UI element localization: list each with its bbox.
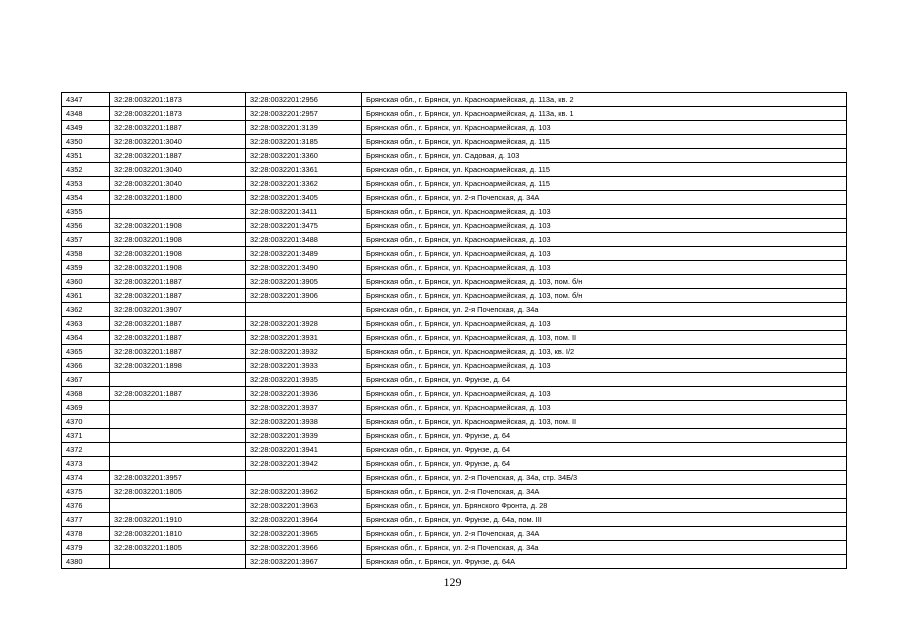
address-cell: Брянская обл., г. Брянск, ул. Красноармейская, д. 115 bbox=[362, 163, 847, 177]
table-row bbox=[62, 121, 847, 135]
object-cadastral-number-cell: 32:28:0032201:3488 bbox=[246, 233, 362, 247]
table-row bbox=[62, 373, 847, 387]
table-row bbox=[62, 107, 847, 121]
row-number-cell: 4370 bbox=[62, 415, 110, 429]
object-cadastral-number-cell: 32:28:0032201:3962 bbox=[246, 485, 362, 499]
row-number-cell: 4366 bbox=[62, 359, 110, 373]
object-cadastral-number-cell bbox=[246, 303, 362, 317]
object-cadastral-number-cell: 32:28:0032201:3490 bbox=[246, 261, 362, 275]
table-row bbox=[62, 219, 847, 233]
table-row bbox=[62, 317, 847, 331]
row-number-cell: 4352 bbox=[62, 163, 110, 177]
object-cadastral-number-cell: 32:28:0032201:3489 bbox=[246, 247, 362, 261]
table-row bbox=[62, 429, 847, 443]
row-number-cell: 4365 bbox=[62, 345, 110, 359]
address-cell: Брянская обл., г. Брянск, ул. Красноармейская, д. 103 bbox=[362, 247, 847, 261]
parcel-cadastral-number-cell bbox=[110, 415, 246, 429]
address-cell: Брянская обл., г. Брянск, ул. Красноармейская, д. 103, пом. б/н bbox=[362, 289, 847, 303]
address-cell: Брянская обл., г. Брянск, ул. Садовая, д. 103 bbox=[362, 149, 847, 163]
address-cell: Брянская обл., г. Брянск, ул. 2-я Почепская, д. 34а, стр. 34Б/3 bbox=[362, 471, 847, 485]
object-cadastral-number-cell: 32:28:0032201:3411 bbox=[246, 205, 362, 219]
parcel-cadastral-number-cell: 32:28:0032201:3907 bbox=[110, 303, 246, 317]
table-row bbox=[62, 261, 847, 275]
address-cell: Брянская обл., г. Брянск, ул. Красноармейская, д. 113а, кв. 2 bbox=[362, 93, 847, 107]
object-cadastral-number-cell: 32:28:0032201:3936 bbox=[246, 387, 362, 401]
parcel-cadastral-number-cell: 32:28:0032201:1887 bbox=[110, 317, 246, 331]
address-cell: Брянская обл., г. Брянск, ул. Красноармейская, д. 103 bbox=[362, 121, 847, 135]
object-cadastral-number-cell: 32:28:0032201:3905 bbox=[246, 275, 362, 289]
row-number-cell: 4360 bbox=[62, 275, 110, 289]
parcel-cadastral-number-cell bbox=[110, 373, 246, 387]
parcel-cadastral-number-cell: 32:28:0032201:1887 bbox=[110, 345, 246, 359]
address-cell: Брянская обл., г. Брянск, ул. Красноармейская, д. 103 bbox=[362, 219, 847, 233]
table-row bbox=[62, 93, 847, 107]
object-cadastral-number-cell: 32:28:0032201:3931 bbox=[246, 331, 362, 345]
object-cadastral-number-cell: 32:28:0032201:3964 bbox=[246, 513, 362, 527]
object-cadastral-number-cell: 32:28:0032201:3938 bbox=[246, 415, 362, 429]
row-number-cell: 4350 bbox=[62, 135, 110, 149]
parcel-cadastral-number-cell: 32:28:0032201:1887 bbox=[110, 149, 246, 163]
table-row bbox=[62, 555, 847, 569]
table-row bbox=[62, 457, 847, 471]
table-row bbox=[62, 289, 847, 303]
table-row bbox=[62, 247, 847, 261]
table-row bbox=[62, 513, 847, 527]
address-cell: Брянская обл., г. Брянск, ул. Красноармейская, д. 103 bbox=[362, 233, 847, 247]
table-row bbox=[62, 415, 847, 429]
object-cadastral-number-cell: 32:28:0032201:3933 bbox=[246, 359, 362, 373]
object-cadastral-number-cell: 32:28:0032201:2956 bbox=[246, 93, 362, 107]
object-cadastral-number-cell: 32:28:0032201:3928 bbox=[246, 317, 362, 331]
object-cadastral-number-cell: 32:28:0032201:3185 bbox=[246, 135, 362, 149]
address-cell: Брянская обл., г. Брянск, ул. 2-я Почепская, д. 34А bbox=[362, 527, 847, 541]
table-row bbox=[62, 303, 847, 317]
row-number-cell: 4363 bbox=[62, 317, 110, 331]
parcel-cadastral-number-cell: 32:28:0032201:3040 bbox=[110, 163, 246, 177]
row-number-cell: 4357 bbox=[62, 233, 110, 247]
row-number-cell: 4374 bbox=[62, 471, 110, 485]
row-number-cell: 4356 bbox=[62, 219, 110, 233]
address-cell: Брянская обл., г. Брянск, ул. 2-я Почепская, д. 34А bbox=[362, 191, 847, 205]
address-cell: Брянская обл., г. Брянск, ул. Красноармейская, д. 103 bbox=[362, 387, 847, 401]
object-cadastral-number-cell: 32:28:0032201:3475 bbox=[246, 219, 362, 233]
row-number-cell: 4372 bbox=[62, 443, 110, 457]
parcel-cadastral-number-cell: 32:28:0032201:3040 bbox=[110, 135, 246, 149]
table-row bbox=[62, 205, 847, 219]
object-cadastral-number-cell: 32:28:0032201:3937 bbox=[246, 401, 362, 415]
address-cell: Брянская обл., г. Брянск, ул. Красноармейская, д. 103, пом. II bbox=[362, 415, 847, 429]
address-cell: Брянская обл., г. Брянск, ул. Красноармейская, д. 103, кв. I/2 bbox=[362, 345, 847, 359]
parcel-cadastral-number-cell: 32:28:0032201:1908 bbox=[110, 247, 246, 261]
address-cell: Брянская обл., г. Брянск, ул. 2-я Почепская, д. 34А bbox=[362, 485, 847, 499]
table-row bbox=[62, 331, 847, 345]
parcel-cadastral-number-cell: 32:28:0032201:1898 bbox=[110, 359, 246, 373]
parcel-cadastral-number-cell: 32:28:0032201:1908 bbox=[110, 261, 246, 275]
row-number-cell: 4380 bbox=[62, 555, 110, 569]
address-cell: Брянская обл., г. Брянск, ул. Брянского Фронта, д. 28 bbox=[362, 499, 847, 513]
table-row bbox=[62, 149, 847, 163]
parcel-cadastral-number-cell bbox=[110, 457, 246, 471]
object-cadastral-number-cell: 32:28:0032201:3360 bbox=[246, 149, 362, 163]
address-cell: Брянская обл., г. Брянск, ул. Красноармейская, д. 103 bbox=[362, 317, 847, 331]
address-cell: Брянская обл., г. Брянск, ул. Красноармейская, д. 103 bbox=[362, 359, 847, 373]
parcel-cadastral-number-cell: 32:28:0032201:1810 bbox=[110, 527, 246, 541]
parcel-cadastral-number-cell: 32:28:0032201:1873 bbox=[110, 107, 246, 121]
row-number-cell: 4353 bbox=[62, 177, 110, 191]
object-cadastral-number-cell: 32:28:0032201:3932 bbox=[246, 345, 362, 359]
table-row bbox=[62, 191, 847, 205]
parcel-cadastral-number-cell: 32:28:0032201:1873 bbox=[110, 93, 246, 107]
parcel-cadastral-number-cell: 32:28:0032201:3957 bbox=[110, 471, 246, 485]
address-cell: Брянская обл., г. Брянск, ул. Фрунзе, д. 64 bbox=[362, 429, 847, 443]
address-cell: Брянская обл., г. Брянск, ул. Фрунзе, д. 64а, пом. III bbox=[362, 513, 847, 527]
address-cell: Брянская обл., г. Брянск, ул. Красноармейская, д. 103, пом. б/н bbox=[362, 275, 847, 289]
row-number-cell: 4358 bbox=[62, 247, 110, 261]
page-number: 129 bbox=[443, 575, 462, 589]
row-number-cell: 4367 bbox=[62, 373, 110, 387]
row-number-cell: 4378 bbox=[62, 527, 110, 541]
table-row bbox=[62, 275, 847, 289]
parcel-cadastral-number-cell bbox=[110, 205, 246, 219]
table-row bbox=[62, 485, 847, 499]
address-cell: Брянская обл., г. Брянск, ул. Красноармейская, д. 115 bbox=[362, 135, 847, 149]
row-number-cell: 4355 bbox=[62, 205, 110, 219]
parcel-cadastral-number-cell bbox=[110, 499, 246, 513]
row-number-cell: 4361 bbox=[62, 289, 110, 303]
table-row bbox=[62, 387, 847, 401]
object-cadastral-number-cell: 32:28:0032201:3967 bbox=[246, 555, 362, 569]
row-number-cell: 4347 bbox=[62, 93, 110, 107]
parcel-cadastral-number-cell: 32:28:0032201:1908 bbox=[110, 219, 246, 233]
address-cell: Брянская обл., г. Брянск, ул. Фрунзе, д. 64 bbox=[362, 443, 847, 457]
object-cadastral-number-cell: 32:28:0032201:3939 bbox=[246, 429, 362, 443]
address-cell: Брянская обл., г. Брянск, ул. Красноармейская, д. 103, пом. II bbox=[362, 331, 847, 345]
object-cadastral-number-cell: 32:28:0032201:2957 bbox=[246, 107, 362, 121]
address-cell: Брянская обл., г. Брянск, ул. Красноармейская, д. 103 bbox=[362, 401, 847, 415]
row-number-cell: 4364 bbox=[62, 331, 110, 345]
table-row bbox=[62, 443, 847, 457]
row-number-cell: 4348 bbox=[62, 107, 110, 121]
object-cadastral-number-cell: 32:28:0032201:3906 bbox=[246, 289, 362, 303]
object-cadastral-number-cell: 32:28:0032201:3966 bbox=[246, 541, 362, 555]
table-row bbox=[62, 527, 847, 541]
table-row bbox=[62, 541, 847, 555]
table-row bbox=[62, 163, 847, 177]
parcel-cadastral-number-cell: 32:28:0032201:3040 bbox=[110, 177, 246, 191]
object-cadastral-number-cell: 32:28:0032201:3942 bbox=[246, 457, 362, 471]
parcel-cadastral-number-cell: 32:28:0032201:1887 bbox=[110, 121, 246, 135]
object-cadastral-number-cell: 32:28:0032201:3963 bbox=[246, 499, 362, 513]
address-cell: Брянская обл., г. Брянск, ул. Красноармейская, д. 115 bbox=[362, 177, 847, 191]
parcel-cadastral-number-cell bbox=[110, 401, 246, 415]
object-cadastral-number-cell: 32:28:0032201:3139 bbox=[246, 121, 362, 135]
address-cell: Брянская обл., г. Брянск, ул. Красноармейская, д. 113а, кв. 1 bbox=[362, 107, 847, 121]
parcel-cadastral-number-cell: 32:28:0032201:1805 bbox=[110, 541, 246, 555]
parcel-cadastral-number-cell: 32:28:0032201:1887 bbox=[110, 289, 246, 303]
row-number-cell: 4369 bbox=[62, 401, 110, 415]
row-number-cell: 4368 bbox=[62, 387, 110, 401]
table-row bbox=[62, 233, 847, 247]
address-cell: Брянская обл., г. Брянск, ул. 2-я Почепская, д. 34а bbox=[362, 303, 847, 317]
parcel-cadastral-number-cell bbox=[110, 429, 246, 443]
row-number-cell: 4377 bbox=[62, 513, 110, 527]
parcel-cadastral-number-cell bbox=[110, 443, 246, 457]
parcel-cadastral-number-cell: 32:28:0032201:1805 bbox=[110, 485, 246, 499]
row-number-cell: 4354 bbox=[62, 191, 110, 205]
row-number-cell: 4376 bbox=[62, 499, 110, 513]
parcel-cadastral-number-cell: 32:28:0032201:1908 bbox=[110, 233, 246, 247]
table-row bbox=[62, 177, 847, 191]
row-number-cell: 4375 bbox=[62, 485, 110, 499]
object-cadastral-number-cell: 32:28:0032201:3965 bbox=[246, 527, 362, 541]
object-cadastral-number-cell: 32:28:0032201:3362 bbox=[246, 177, 362, 191]
row-number-cell: 4379 bbox=[62, 541, 110, 555]
table-row bbox=[62, 499, 847, 513]
row-number-cell: 4362 bbox=[62, 303, 110, 317]
parcel-cadastral-number-cell: 32:28:0032201:1887 bbox=[110, 275, 246, 289]
parcel-cadastral-number-cell: 32:28:0032201:1910 bbox=[110, 513, 246, 527]
row-number-cell: 4349 bbox=[62, 121, 110, 135]
object-cadastral-number-cell: 32:28:0032201:3941 bbox=[246, 443, 362, 457]
cadastral-table bbox=[61, 92, 847, 569]
address-cell: Брянская обл., г. Брянск, ул. Красноармейская, д. 103 bbox=[362, 261, 847, 275]
address-cell: Брянская обл., г. Брянск, ул. 2-я Почепская, д. 34а bbox=[362, 541, 847, 555]
address-cell: Брянская обл., г. Брянск, ул. Фрунзе, д. 64А bbox=[362, 555, 847, 569]
cadastral-table-body bbox=[62, 93, 847, 569]
table-row bbox=[62, 401, 847, 415]
object-cadastral-number-cell: 32:28:0032201:3935 bbox=[246, 373, 362, 387]
parcel-cadastral-number-cell bbox=[110, 555, 246, 569]
row-number-cell: 4371 bbox=[62, 429, 110, 443]
row-number-cell: 4359 bbox=[62, 261, 110, 275]
parcel-cadastral-number-cell: 32:28:0032201:1887 bbox=[110, 331, 246, 345]
table-row bbox=[62, 359, 847, 373]
table-row bbox=[62, 345, 847, 359]
address-cell: Брянская обл., г. Брянск, ул. Фрунзе, д. 64 bbox=[362, 373, 847, 387]
object-cadastral-number-cell: 32:28:0032201:3361 bbox=[246, 163, 362, 177]
parcel-cadastral-number-cell: 32:28:0032201:1800 bbox=[110, 191, 246, 205]
object-cadastral-number-cell bbox=[246, 471, 362, 485]
object-cadastral-number-cell: 32:28:0032201:3405 bbox=[246, 191, 362, 205]
table-row bbox=[62, 471, 847, 485]
row-number-cell: 4351 bbox=[62, 149, 110, 163]
address-cell: Брянская обл., г. Брянск, ул. Красноармейская, д. 103 bbox=[362, 205, 847, 219]
table-row bbox=[62, 135, 847, 149]
row-number-cell: 4373 bbox=[62, 457, 110, 471]
parcel-cadastral-number-cell: 32:28:0032201:1887 bbox=[110, 387, 246, 401]
address-cell: Брянская обл., г. Брянск, ул. Фрунзе, д. 64 bbox=[362, 457, 847, 471]
